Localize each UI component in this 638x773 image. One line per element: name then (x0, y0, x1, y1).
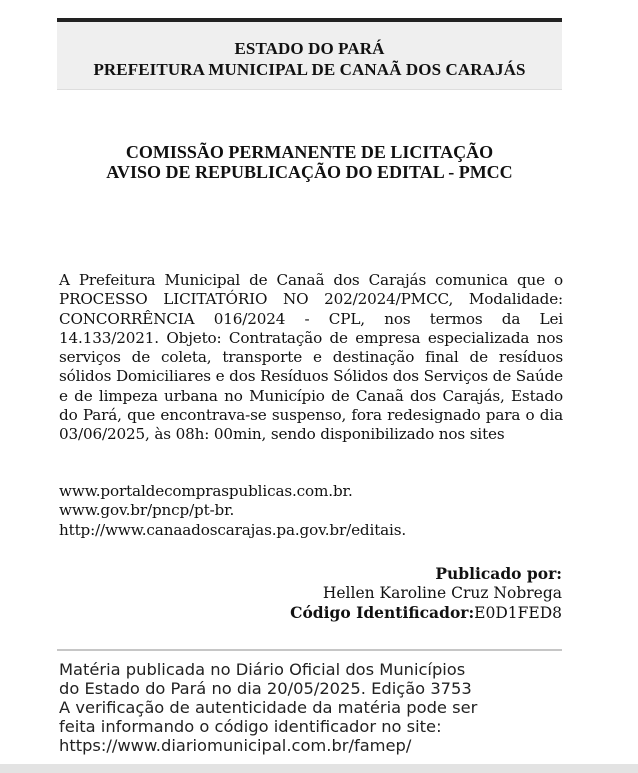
notice-body: A Prefeitura Municipal de Canaã dos Carajás comunica que o PROCESSO LICITATÓRIO NO 202/2024/PMCC, Modalidade: CONCORRÊNCIA 016/2024 - CPL, nos termos da Lei 14.133/2021. Objeto: Contratação de empresa especializada nos serviços de coleta, transporte e destinação final de resíduos sólidos Domiciliares e dos Resíduos Sólidos dos Serviços de Saúde e de limpeza urbana no Município de Canaã dos Carajás, Estado do Pará, que encontrava-se suspenso, fora redesignado para o dia 03/06/2025, às 08h: 00min, sendo disponibilizado nos sites (59, 271, 563, 444)
identifier-label: Código Identificador: (290, 603, 475, 622)
municipality-title: PREFEITURA MUNICIPAL DE CANAÃ DOS CARAJÁS (93, 60, 526, 79)
link-pncp[interactable]: www.gov.br/pncp/pt-br. (59, 501, 235, 520)
published-by-label: Publicado por: (435, 564, 562, 583)
footer-line-2: do Estado do Pará no dia 20/05/2025. Edição 3753 (59, 679, 472, 698)
commission-heading (57, 142, 562, 182)
footer-line-4: feita informando o código identificador no site: (59, 717, 442, 736)
publisher-name: Hellen Karoline Cruz Nobrega (322, 583, 562, 602)
notice-title: AVISO DE REPUBLICAÇÃO DO EDITAL - PMCC (106, 162, 513, 182)
footer-line-1: Matéria publicada no Diário Oficial dos Municípios (59, 660, 466, 679)
state-title: ESTADO DO PARÁ (234, 39, 385, 58)
link-portal-compras[interactable]: www.portaldecompraspublicas.com.br. (59, 482, 353, 500)
footer-note (59, 660, 569, 755)
footer-divider (57, 649, 562, 651)
bottom-bar (0, 764, 638, 773)
footer-line-3: A verificação de autenticidade da matéria pode ser (59, 698, 478, 717)
publisher-block (290, 564, 562, 624)
document-header (57, 18, 562, 90)
footer-url[interactable]: https://www.diariomunicipal.com.br/famep/ (59, 736, 412, 755)
link-canaa-editais[interactable]: http://www.canaadoscarajas.pa.gov.br/editais. (59, 520, 407, 539)
identifier-line (290, 603, 562, 624)
identifier-code: E0D1FED8 (474, 604, 562, 622)
commission-title: COMISSÃO PERMANENTE DE LICITAÇÃO (125, 142, 494, 162)
notice-links (59, 482, 406, 540)
